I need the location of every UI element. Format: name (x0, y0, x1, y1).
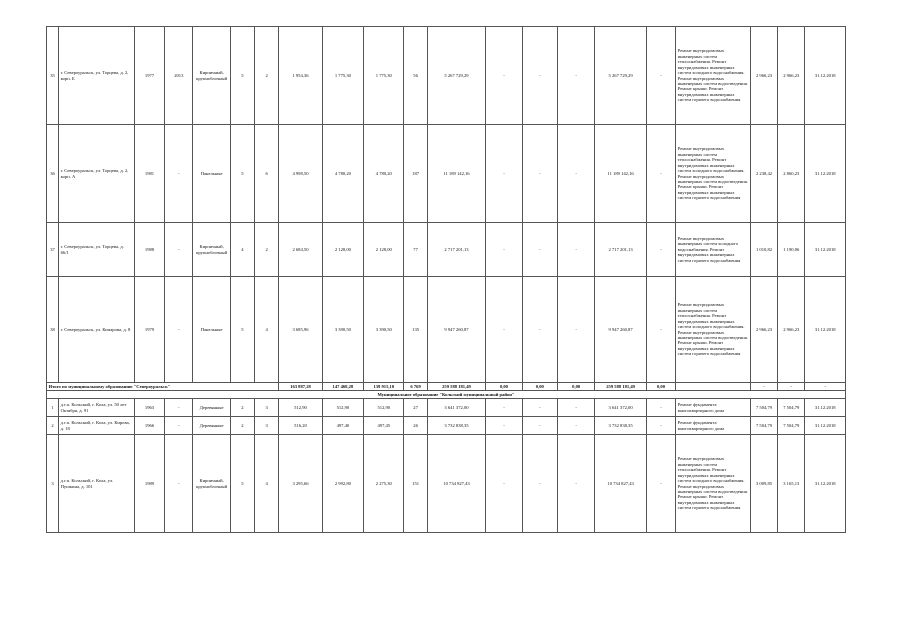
repair-cost-total: 2 717 201,13 (427, 223, 486, 277)
year-built: 1989 (134, 435, 164, 533)
living-area: 2 992,80 (322, 435, 363, 533)
funding-federal: - (486, 435, 522, 533)
residents-count: 135 (404, 277, 427, 383)
living-area: 147 468,28 (322, 383, 363, 391)
row-number: 1 (47, 399, 59, 417)
wall-material: Панельные (193, 277, 230, 383)
entrances-count: 4 (255, 277, 279, 383)
funding-regional: - (522, 125, 557, 223)
funding-owners: 9 947 260,87 (595, 277, 647, 383)
funding-federal: - (486, 399, 522, 417)
deadline: 31.12.2018 (805, 399, 846, 417)
repair-works: Ремонт внутридомовых инженерных систем теплоснабжения. Ремонт внутридомовых инженерных систем холодного водоснабжения. Ремонт внутридомовых инженерных систем водоотведения. Ремонт крыши. Ремонт внутридомовых инженерных систем горячего водоснабжения (676, 435, 751, 533)
funding-owners: 2 717 201,13 (595, 223, 647, 277)
funding-local: - (557, 223, 594, 277)
row-number: 35 (47, 27, 59, 125)
year-built: 1963 (134, 399, 164, 417)
deadline: 31.12.2018 (805, 223, 846, 277)
funding-other: - (646, 27, 675, 125)
funding-other: - (646, 223, 675, 277)
owned-area: 1 775,30 (364, 27, 404, 125)
total-area: 3 295,66 (279, 435, 322, 533)
living-area: 497,40 (322, 417, 363, 435)
year-reconstructed: - (165, 399, 193, 417)
municipality-total-row (47, 383, 846, 391)
deadline: 31.12.2018 (805, 417, 846, 435)
year-reconstructed: - (165, 125, 193, 223)
table-row (47, 435, 846, 533)
max-unit-cost: 2 860,23 (778, 125, 805, 223)
year-built: 1977 (134, 27, 164, 125)
floors-count: 5 (230, 435, 254, 533)
unit-cost: 2 238,42 (750, 125, 777, 223)
repair-works: Ремонт внутридомовых инженерных систем теплоснабжения. Ремонт внутридомовых инженерных систем холодного водоснабжения. Ремонт внутридомовых инженерных систем водоотведения. Ремонт крыши. Ремонт внутридомовых инженерных систем горячего водоснабжения (676, 27, 751, 125)
funding-local: - (557, 399, 594, 417)
total-area: 1 954,36 (279, 27, 322, 125)
funding-other: - (646, 277, 675, 383)
funding-local: 0,00 (557, 383, 594, 391)
entrances-count: 2 (255, 223, 279, 277)
unit-cost: - (750, 383, 777, 391)
unit-cost: 2 966,23 (750, 27, 777, 125)
residents-count: 151 (404, 435, 427, 533)
repair-cost-total: 3 732 838,35 (427, 417, 486, 435)
repair-works (676, 383, 751, 391)
wall-material: Кирпичный, крупноблочный (193, 223, 230, 277)
max-unit-cost: 7 504,79 (778, 417, 805, 435)
living-area: 1 775,30 (322, 27, 363, 125)
table-row (47, 125, 846, 223)
floors-count: 2 (230, 417, 254, 435)
table-row (47, 417, 846, 435)
table-row (47, 223, 846, 277)
total-area: 163 887,28 (279, 383, 322, 391)
table-row (47, 399, 846, 417)
section-header-row (47, 391, 846, 399)
residents-count: 56 (404, 27, 427, 125)
funding-regional: - (522, 277, 557, 383)
living-area: 512,90 (322, 399, 363, 417)
entrances-count: 2 (255, 27, 279, 125)
funding-regional: - (522, 223, 557, 277)
table-row (47, 27, 846, 125)
funding-local: - (557, 417, 594, 435)
residents-count: 27 (404, 399, 427, 417)
unit-cost: 7 504,79 (750, 417, 777, 435)
unit-cost: 2 966,23 (750, 277, 777, 383)
house-address: г. Североуральск, ул. Комарова, д. 8 (59, 277, 135, 383)
table-row (47, 277, 846, 383)
entrances-count: 3 (255, 417, 279, 435)
deadline: 31.12.2018 (805, 277, 846, 383)
year-built: 1966 (134, 417, 164, 435)
funding-owners: 3 732 838,35 (595, 417, 647, 435)
repair-cost-total: 11 189 142,16 (427, 125, 486, 223)
row-number: 38 (47, 277, 59, 383)
repair-cost-total: 9 947 260,87 (427, 277, 486, 383)
deadline: 31.12.2018 (805, 27, 846, 125)
year-reconstructed: - (165, 223, 193, 277)
repair-works: Ремонт фундамента многоквартирного дома (676, 399, 751, 417)
max-unit-cost: 2 966,23 (778, 27, 805, 125)
house-address: д.г.п. Кольский, г. Кола, ул. 50 лет Октября, д. 91 (59, 399, 135, 417)
funding-other: 0,00 (646, 383, 675, 391)
repair-works: Ремонт фундамента многоквартирного дома (676, 417, 751, 435)
owned-area: 4 780,20 (364, 125, 404, 223)
total-label: Итого по муниципальному образованию "Североуральск" (47, 383, 279, 391)
owned-area: 2 128,00 (364, 223, 404, 277)
year-reconstructed: 2013 (165, 27, 193, 125)
funding-owners: 259 588 181,49 (595, 383, 647, 391)
capital-repair-program-table (46, 26, 846, 533)
house-address: д.г.п. Кольский, г. Кола, ул. Кирова, д. 18 (59, 417, 135, 435)
funding-federal: 0,00 (486, 383, 522, 391)
funding-local: - (557, 435, 594, 533)
funding-local: - (557, 277, 594, 383)
house-address: г. Североуральск, ул. Торцева, д. 2, корп. А (59, 125, 135, 223)
rows-group-2 (47, 399, 846, 533)
living-area: 2 128,00 (322, 223, 363, 277)
entrances-count: 4 (255, 435, 279, 533)
year-built: 1979 (134, 277, 164, 383)
owned-area: 2 275,30 (364, 435, 404, 533)
funding-other: - (646, 417, 675, 435)
funding-regional: - (522, 27, 557, 125)
floors-count: 5 (230, 125, 254, 223)
floors-count: 5 (230, 27, 254, 125)
deadline: 31.12.2018 (805, 125, 846, 223)
repair-cost-total: 10 734 827,43 (427, 435, 486, 533)
repair-cost-total: 259 588 181,49 (427, 383, 486, 391)
funding-regional: - (522, 399, 557, 417)
funding-owners: 10 734 827,43 (595, 435, 647, 533)
living-area: 3 390,50 (322, 277, 363, 383)
funding-regional: - (522, 435, 557, 533)
row-number: 3 (47, 435, 59, 533)
house-address: г. Североуральск, ул. Торцева, д. 2, корп. Б (59, 27, 135, 125)
floors-count: 2 (230, 399, 254, 417)
municipality-section-title: Муниципальное образование "Кольский муниципальный район" (47, 391, 846, 399)
owned-area: 512,90 (364, 399, 404, 417)
residents-count: 77 (404, 223, 427, 277)
row-number: 2 (47, 417, 59, 435)
repair-works: Ремонт внутридомовых инженерных систем холодного водоснабжения. Ремонт внутридомовых инженерных систем горячего водоснабжения (676, 223, 751, 277)
year-built: 1981 (134, 125, 164, 223)
funding-federal: - (486, 277, 522, 383)
funding-other: - (646, 125, 675, 223)
total-area: 3 685,96 (279, 277, 322, 383)
residents-count: 187 (404, 125, 427, 223)
year-reconstructed: - (165, 277, 193, 383)
max-unit-cost: 2 966,23 (778, 277, 805, 383)
total-area: 516,20 (279, 417, 322, 435)
funding-owners: 11 189 142,16 (595, 125, 647, 223)
funding-local: - (557, 27, 594, 125)
max-unit-cost: 7 504,79 (778, 399, 805, 417)
entrances-count: 6 (255, 125, 279, 223)
repair-works: Ремонт внутридомовых инженерных систем теплоснабжения. Ремонт внутридомовых инженерных систем холодного водоснабжения. Ремонт внутридомовых инженерных систем водоотведения. Ремонт крыши. Ремонт внутридомовых инженерных систем горячего водоснабжения (676, 277, 751, 383)
living-area: 4 780,20 (322, 125, 363, 223)
floors-count: 4 (230, 223, 254, 277)
funding-local: - (557, 125, 594, 223)
funding-owners: 3 641 372,00 (595, 399, 647, 417)
row-number: 37 (47, 223, 59, 277)
funding-other: - (646, 399, 675, 417)
funding-regional: 0,00 (522, 383, 557, 391)
unit-cost: 1 010,82 (750, 223, 777, 277)
rows-group-1 (47, 27, 846, 383)
repair-cost-total: 3 641 372,00 (427, 399, 486, 417)
residents-count: 6 769 (404, 383, 427, 391)
funding-federal: - (486, 223, 522, 277)
owned-area: 139 915,10 (364, 383, 404, 391)
entrances-count: 3 (255, 399, 279, 417)
repair-works: Ремонт внутридомовых инженерных систем теплоснабжения. Ремонт внутридомовых инженерных систем холодного водоснабжения. Ремонт внутридомовых инженерных систем водоотведения. Ремонт крыши. Ремонт внутридомовых инженерных систем горячего водоснабжения (676, 125, 751, 223)
total-area: 2 684,50 (279, 223, 322, 277)
max-unit-cost: - (778, 383, 805, 391)
funding-regional: - (522, 417, 557, 435)
total-area: 512,90 (279, 399, 322, 417)
owned-area: 3 390,50 (364, 277, 404, 383)
funding-other: - (646, 435, 675, 533)
row-number: 36 (47, 125, 59, 223)
funding-federal: - (486, 27, 522, 125)
year-reconstructed: - (165, 417, 193, 435)
wall-material: Кирпичный, крупноблочный (193, 27, 230, 125)
max-unit-cost: 1 190,06 (778, 223, 805, 277)
total-area: 4 998,50 (279, 125, 322, 223)
house-address: г. Североуральск, ул. Торцева, д. 66/1 (59, 223, 135, 277)
funding-federal: - (486, 125, 522, 223)
deadline: - (805, 383, 846, 391)
max-unit-cost: 3 165,13 (778, 435, 805, 533)
wall-material: Панельные (193, 125, 230, 223)
deadline: 31.12.2018 (805, 435, 846, 533)
unit-cost: 7 504,79 (750, 399, 777, 417)
unit-cost: 3 009,85 (750, 435, 777, 533)
wall-material: Деревянные (193, 399, 230, 417)
owned-area: 497,45 (364, 417, 404, 435)
floors-count: 5 (230, 277, 254, 383)
funding-owners: 5 267 729,29 (595, 27, 647, 125)
year-reconstructed: - (165, 435, 193, 533)
wall-material: Деревянные (193, 417, 230, 435)
funding-federal: - (486, 417, 522, 435)
residents-count: 26 (404, 417, 427, 435)
wall-material: Кирпичный, крупноблочный (193, 435, 230, 533)
year-built: 1988 (134, 223, 164, 277)
repair-cost-total: 5 267 729,29 (427, 27, 486, 125)
house-address: д.г.п. Кольский, г. Кола, ул. Пушкина, д. 101 (59, 435, 135, 533)
